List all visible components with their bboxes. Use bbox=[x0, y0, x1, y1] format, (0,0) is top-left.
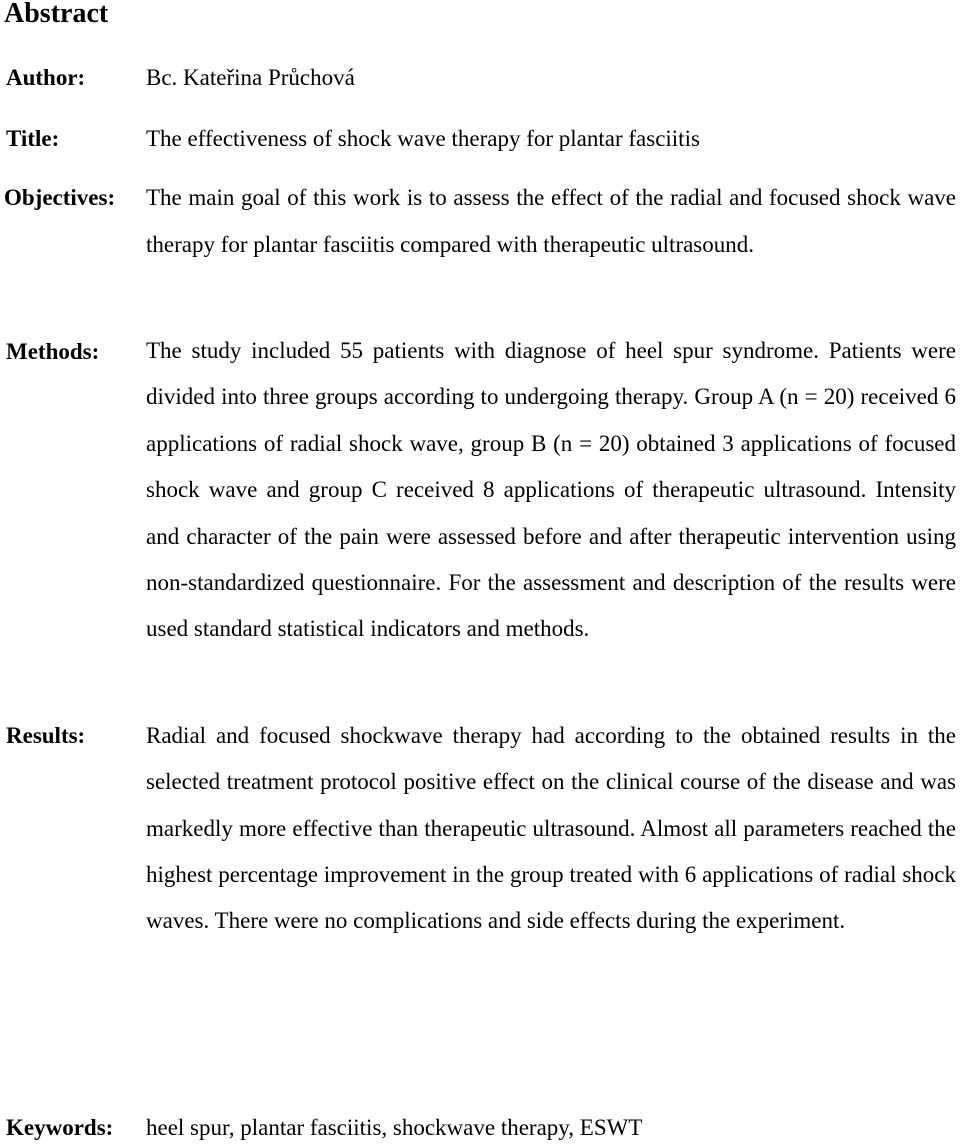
author-label: Author: bbox=[6, 65, 86, 90]
objectives-label: Objectives: bbox=[4, 185, 116, 210]
abstract-heading: Abstract bbox=[4, 0, 109, 29]
objectives-text: The main goal of this work is to assess the effect of the radial and focused shock wave therapy for plantar fasciitis compared with therapeutic ultrasound. bbox=[146, 185, 956, 257]
keywords-label: Keywords: bbox=[6, 1115, 114, 1140]
methods-label: Methods: bbox=[6, 339, 100, 364]
author-name: Bc. Kateřina Průchová bbox=[146, 65, 355, 90]
title-label: Title: bbox=[6, 126, 60, 151]
keywords-value: heel spur, plantar fasciitis, shockwave therapy, ESWT bbox=[146, 1115, 643, 1140]
methods-text: The study included 55 patients with diagnose of heel spur syndrome. Patients were divided into three groups according to undergoing therapy. Group A (n = 20) received 6 applications of radial shock wave, group B (n = 20) obtained 3 applications of focused shock wave and group C received 8 applications of therapeutic ultrasound. Intensity and character of the pain were assessed before and after therapeutic intervention using non-standardized questionnaire. For the assessment and description of the results were used standard statistical indicators and methods. bbox=[146, 338, 956, 642]
thesis-title: The effectiveness of shock wave therapy for plantar fasciitis bbox=[146, 126, 700, 151]
results-label: Results: bbox=[6, 723, 86, 748]
results-text: Radial and focused shockwave therapy had according to the obtained results in the selected treatment protocol positive effect on the clinical course of the disease and was markedly more effective than therapeutic ultrasound. Almost all parameters reached the highest percentage improvement in the group treated with 6 applications of radial shock waves. There were no complications and side effects during the experiment. bbox=[146, 723, 956, 934]
